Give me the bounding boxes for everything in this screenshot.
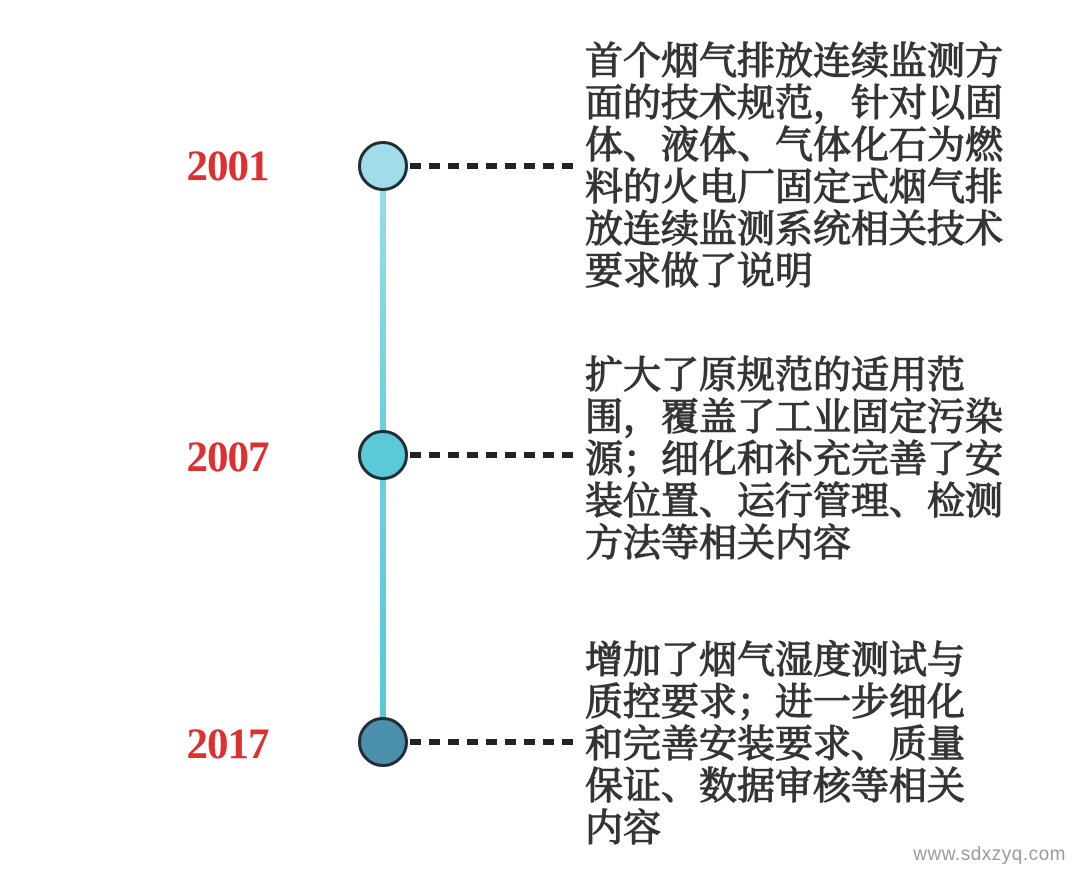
description-line: 装位置、运行管理、检测	[585, 481, 1004, 523]
description-line: 方法等相关内容	[585, 523, 852, 565]
description-line: 内容	[585, 808, 662, 850]
description-line: 质控要求；进一步细化	[585, 682, 966, 724]
timeline-dot-2017	[358, 717, 408, 767]
description-line: 源；细化和补充完善了安	[585, 439, 1004, 481]
description-line: 扩大了原规范的适用范	[585, 355, 966, 397]
description-line: 围，覆盖了工业固定污染	[585, 397, 1004, 439]
description-line: 面的技术规范，针对以固	[585, 83, 1004, 125]
description-line: 增加了烟气湿度测试与	[585, 640, 966, 682]
description-line: 首个烟气排放连续监测方	[585, 41, 1004, 83]
description-line: 和完善安装要求、质量	[585, 724, 966, 766]
description-2007	[585, 355, 1025, 565]
timeline-dot-2001	[358, 141, 408, 191]
description-line: 料的火电厂固定式烟气排	[585, 167, 1004, 209]
timeline-dot-2007	[358, 430, 408, 480]
year-label-2017: 2017	[186, 721, 269, 768]
description-line: 体、液体、气体化石为燃	[585, 125, 1004, 167]
description-line: 放连续监测系统相关技术	[585, 209, 1004, 251]
description-2001	[585, 41, 1025, 293]
watermark: www.sdxzyq.com	[913, 844, 1066, 865]
description-2017	[585, 640, 1025, 850]
dashed-connector-2017	[410, 739, 580, 745]
year-label-2007: 2007	[186, 434, 269, 481]
description-line: 保证、数据审核等相关	[585, 766, 966, 808]
dashed-connector-2007	[410, 452, 580, 458]
dashed-connector-2001	[410, 163, 580, 169]
description-line: 要求做了说明	[585, 251, 814, 293]
year-label-2001: 2001	[186, 143, 269, 190]
